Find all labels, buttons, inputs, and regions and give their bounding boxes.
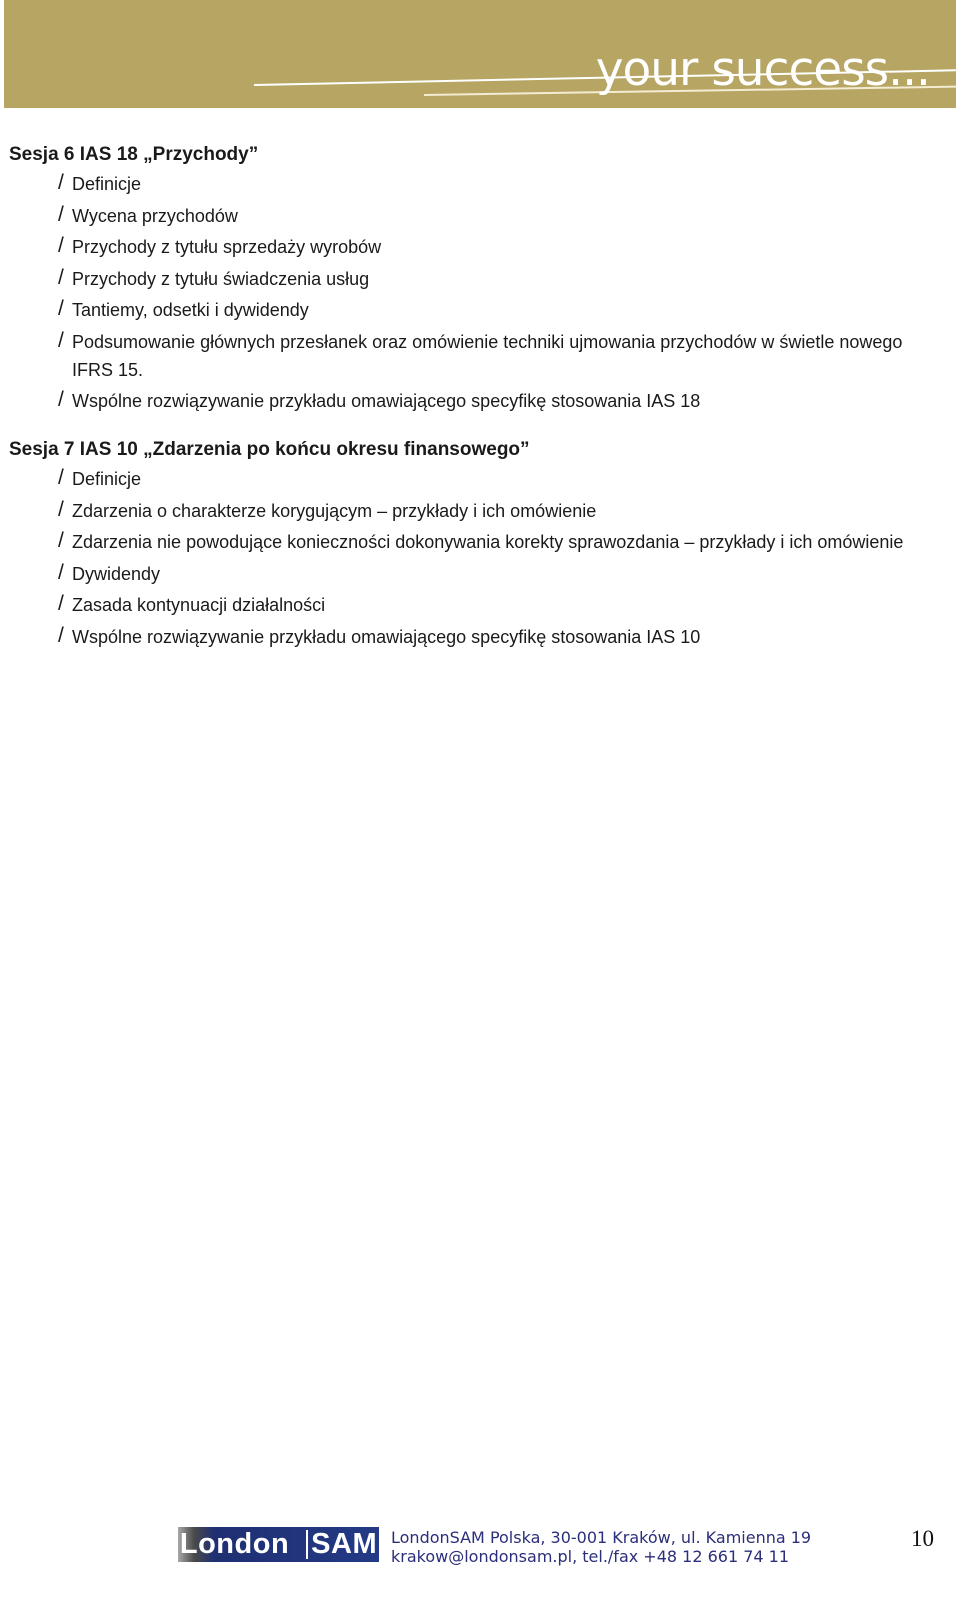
list-item (9, 623, 929, 651)
topic-list (9, 465, 929, 651)
topic-list (9, 170, 929, 415)
slash-bullet: / (58, 388, 64, 411)
list-item (9, 170, 929, 198)
list-item (9, 528, 929, 556)
list-item-text: Zdarzenia o charakterze korygującym – przykłady i ich omówienie (72, 500, 597, 521)
list-item (9, 328, 929, 384)
logo-text-london: London (179, 1528, 290, 1560)
logo-text-sam: SAM (311, 1528, 378, 1560)
slash-bullet: / (58, 560, 64, 584)
footer-email-phone: krakow@londonsam.pl, tel./fax +48 12 661 74 11 (391, 1547, 790, 1566)
list-item (9, 202, 929, 230)
footer-contact (391, 1528, 811, 1566)
list-item (9, 296, 929, 324)
list-item (9, 265, 929, 293)
header-banner (4, 0, 956, 108)
slash-bullet: / (58, 466, 64, 489)
list-item (9, 387, 929, 415)
list-item-text: Definicje (72, 174, 142, 194)
list-item-text: Wspólne rozwiązywanie przykładu omawiającego specyfikę stosowania IAS 10 (72, 626, 701, 647)
list-item-text: Przychody z tytułu świadczenia usług (72, 268, 370, 289)
session-title: Sesja 6 IAS 18 „Przychody” (9, 144, 259, 165)
slash-bullet: / (58, 234, 64, 257)
list-item-text: Wspólne rozwiązywanie przykładu omawiającego specyfikę stosowania IAS 18 (72, 391, 701, 411)
footer-address: LondonSAM Polska, 30-001 Kraków, ul. Kamienna 19 (391, 1528, 812, 1547)
list-item-text: Tantiemy, odsetki i dywidendy (72, 300, 309, 320)
list-item (9, 233, 929, 261)
session-title: Sesja 7 IAS 10 „Zdarzenia po końcu okresu finansowego” (9, 439, 530, 460)
slash-bullet: / (58, 202, 64, 226)
list-item-text: Przychody z tytułu sprzedaży wyrobów (72, 237, 382, 257)
session-7 (9, 435, 929, 651)
list-item (9, 497, 929, 525)
list-item-text: Zdarzenia nie powodujące konieczności dokonywania korekty sprawozdania – przykłady i ich omówienie (72, 532, 904, 552)
slash-bullet: / (58, 623, 64, 647)
slash-bullet: / (58, 297, 64, 320)
list-item (9, 560, 929, 588)
slash-bullet: / (58, 171, 64, 194)
slash-bullet: / (58, 328, 64, 352)
session-6 (9, 140, 929, 415)
slash-bullet: / (58, 265, 64, 289)
slash-bullet: / (58, 529, 64, 552)
list-item-text: Wycena przychodów (72, 205, 238, 226)
list-item-text: Podsumowanie głównych przesłanek oraz omówienie techniki ujmowania przychodów w świetle nowego IFRS 15. (72, 331, 903, 380)
page-number: 10 (911, 1526, 934, 1551)
document-content (9, 140, 929, 671)
list-item-text: Definicje (72, 469, 142, 489)
list-item (9, 465, 929, 493)
londonsam-logo (178, 1527, 379, 1562)
list-item-text: Dywidendy (72, 563, 161, 584)
list-item (9, 591, 929, 619)
tagline: your success... (595, 42, 930, 97)
logo-divider (306, 1530, 308, 1559)
list-item-text: Zasada kontynuacji działalności (72, 595, 326, 615)
slash-bullet: / (58, 592, 64, 615)
slash-bullet: / (58, 497, 64, 521)
